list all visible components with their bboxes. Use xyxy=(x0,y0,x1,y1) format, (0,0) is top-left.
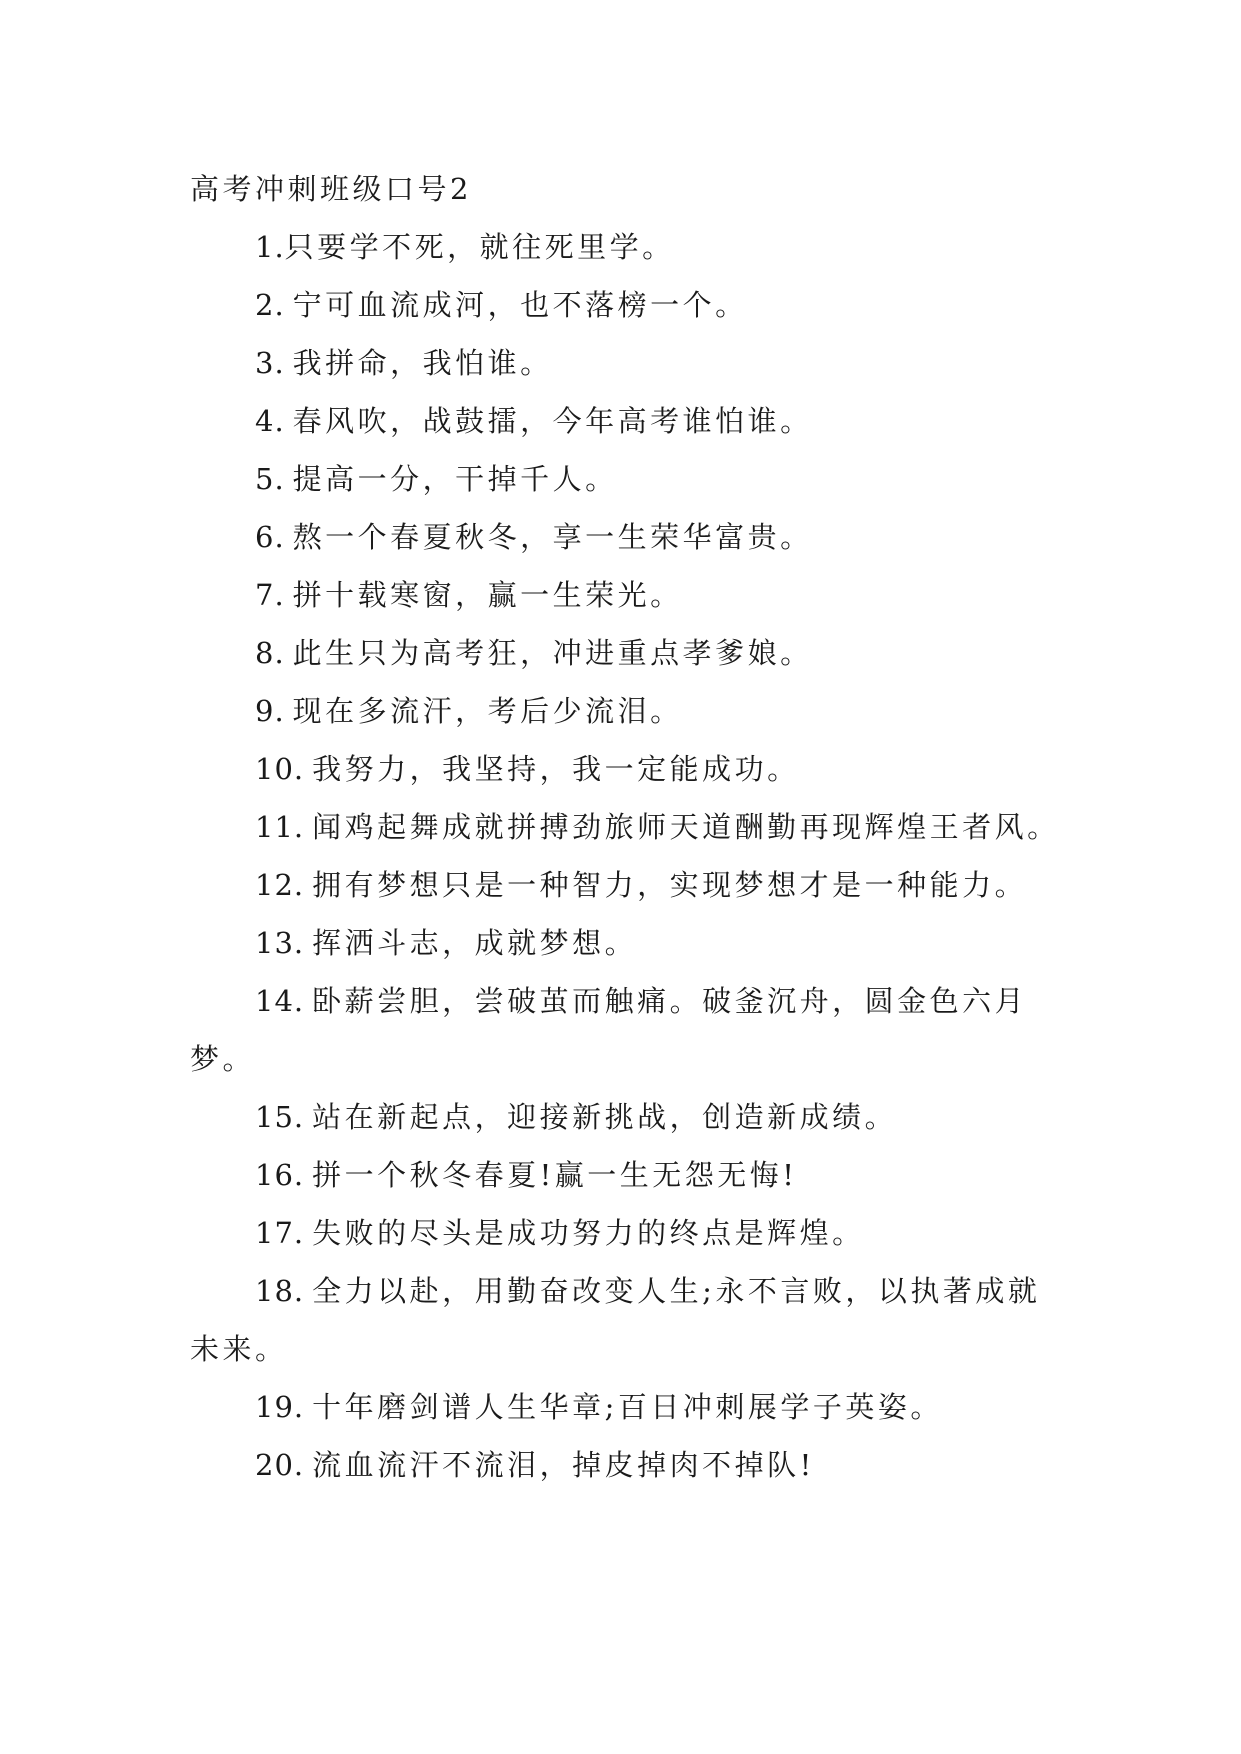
list-item xyxy=(190,392,1062,450)
item-text: 宁可血流成河，也不落榜一个。 xyxy=(292,288,748,322)
list-item xyxy=(190,1436,1062,1494)
item-text: 现在多流汗，考后少流泪。 xyxy=(292,694,683,728)
list-item xyxy=(190,334,1062,392)
list-item xyxy=(190,508,1062,566)
slogan-list xyxy=(190,218,1062,1494)
item-text: 拥有梦想只是一种智力，实现梦想才是一种能力。 xyxy=(312,868,1028,902)
list-item xyxy=(190,1378,1062,1436)
list-item xyxy=(190,1146,1062,1204)
item-text: 我努力，我坚持，我一定能成功。 xyxy=(312,752,800,786)
item-number: 10. xyxy=(255,752,305,786)
item-text: 此生只为高考狂，冲进重点孝爹娘。 xyxy=(292,636,813,670)
item-number: 17. xyxy=(255,1216,305,1250)
list-item xyxy=(190,856,1062,914)
item-number: 3. xyxy=(255,346,285,380)
item-number: 15. xyxy=(255,1100,305,1134)
list-item xyxy=(190,972,1062,1088)
item-number: 6. xyxy=(255,520,285,554)
document-title: 高考冲刺班级口号2 xyxy=(190,172,472,206)
item-number: 4. xyxy=(255,404,285,438)
item-number: 11. xyxy=(255,810,305,844)
list-item xyxy=(190,682,1062,740)
item-number: 19. xyxy=(255,1390,305,1424)
item-text: 只要学不死，就往死里学。 xyxy=(284,230,675,264)
item-text: 拼一个秋冬春夏!赢一生无怨无悔! xyxy=(312,1158,798,1192)
list-item xyxy=(190,1088,1062,1146)
item-text: 我拼命，我怕谁。 xyxy=(292,346,553,380)
list-item xyxy=(190,740,1062,798)
item-text: 春风吹，战鼓擂，今年高考谁怕谁。 xyxy=(292,404,813,438)
item-text: 流血流汗不流泪，掉皮掉肉不掉队! xyxy=(312,1448,815,1482)
item-number: 14. xyxy=(255,984,305,1018)
item-text: 全力以赴，用勤奋改变人生;永不言败，以执著成就未来。 xyxy=(190,1274,1041,1366)
document-body xyxy=(190,160,1062,1494)
item-number: 9. xyxy=(255,694,285,728)
item-text: 十年磨剑谱人生华章;百日冲刺展学子英姿。 xyxy=(312,1390,943,1424)
item-number: 20. xyxy=(255,1448,305,1482)
list-item xyxy=(190,914,1062,972)
item-number: 8. xyxy=(255,636,285,670)
item-text: 闻鸡起舞成就拼搏劲旅师天道酬勤再现辉煌王者风。 xyxy=(312,810,1060,844)
item-number: 12. xyxy=(255,868,305,902)
item-number: 13. xyxy=(255,926,305,960)
item-number: 18. xyxy=(255,1274,305,1308)
item-number: 2. xyxy=(255,288,285,322)
item-text: 提高一分，干掉千人。 xyxy=(292,462,618,496)
item-text: 熬一个春夏秋冬，享一生荣华富贵。 xyxy=(292,520,813,554)
item-text: 拼十载寒窗，赢一生荣光。 xyxy=(292,578,683,612)
item-text: 挥洒斗志，成就梦想。 xyxy=(312,926,638,960)
list-item xyxy=(190,798,1062,856)
item-number: 16. xyxy=(255,1158,305,1192)
item-number: 1. xyxy=(255,230,285,264)
item-text: 站在新起点，迎接新挑战，创造新成绩。 xyxy=(312,1100,898,1134)
item-number: 7. xyxy=(255,578,285,612)
list-item xyxy=(190,276,1062,334)
item-text: 卧薪尝胆，尝破茧而触痛。破釜沉舟，圆金色六月梦。 xyxy=(190,984,1028,1076)
list-item xyxy=(190,218,1062,276)
list-item xyxy=(190,1262,1062,1378)
list-item xyxy=(190,624,1062,682)
list-item xyxy=(190,1204,1062,1262)
item-number: 5. xyxy=(255,462,285,496)
list-item xyxy=(190,566,1062,624)
list-item xyxy=(190,450,1062,508)
item-text: 失败的尽头是成功努力的终点是辉煌。 xyxy=(312,1216,865,1250)
